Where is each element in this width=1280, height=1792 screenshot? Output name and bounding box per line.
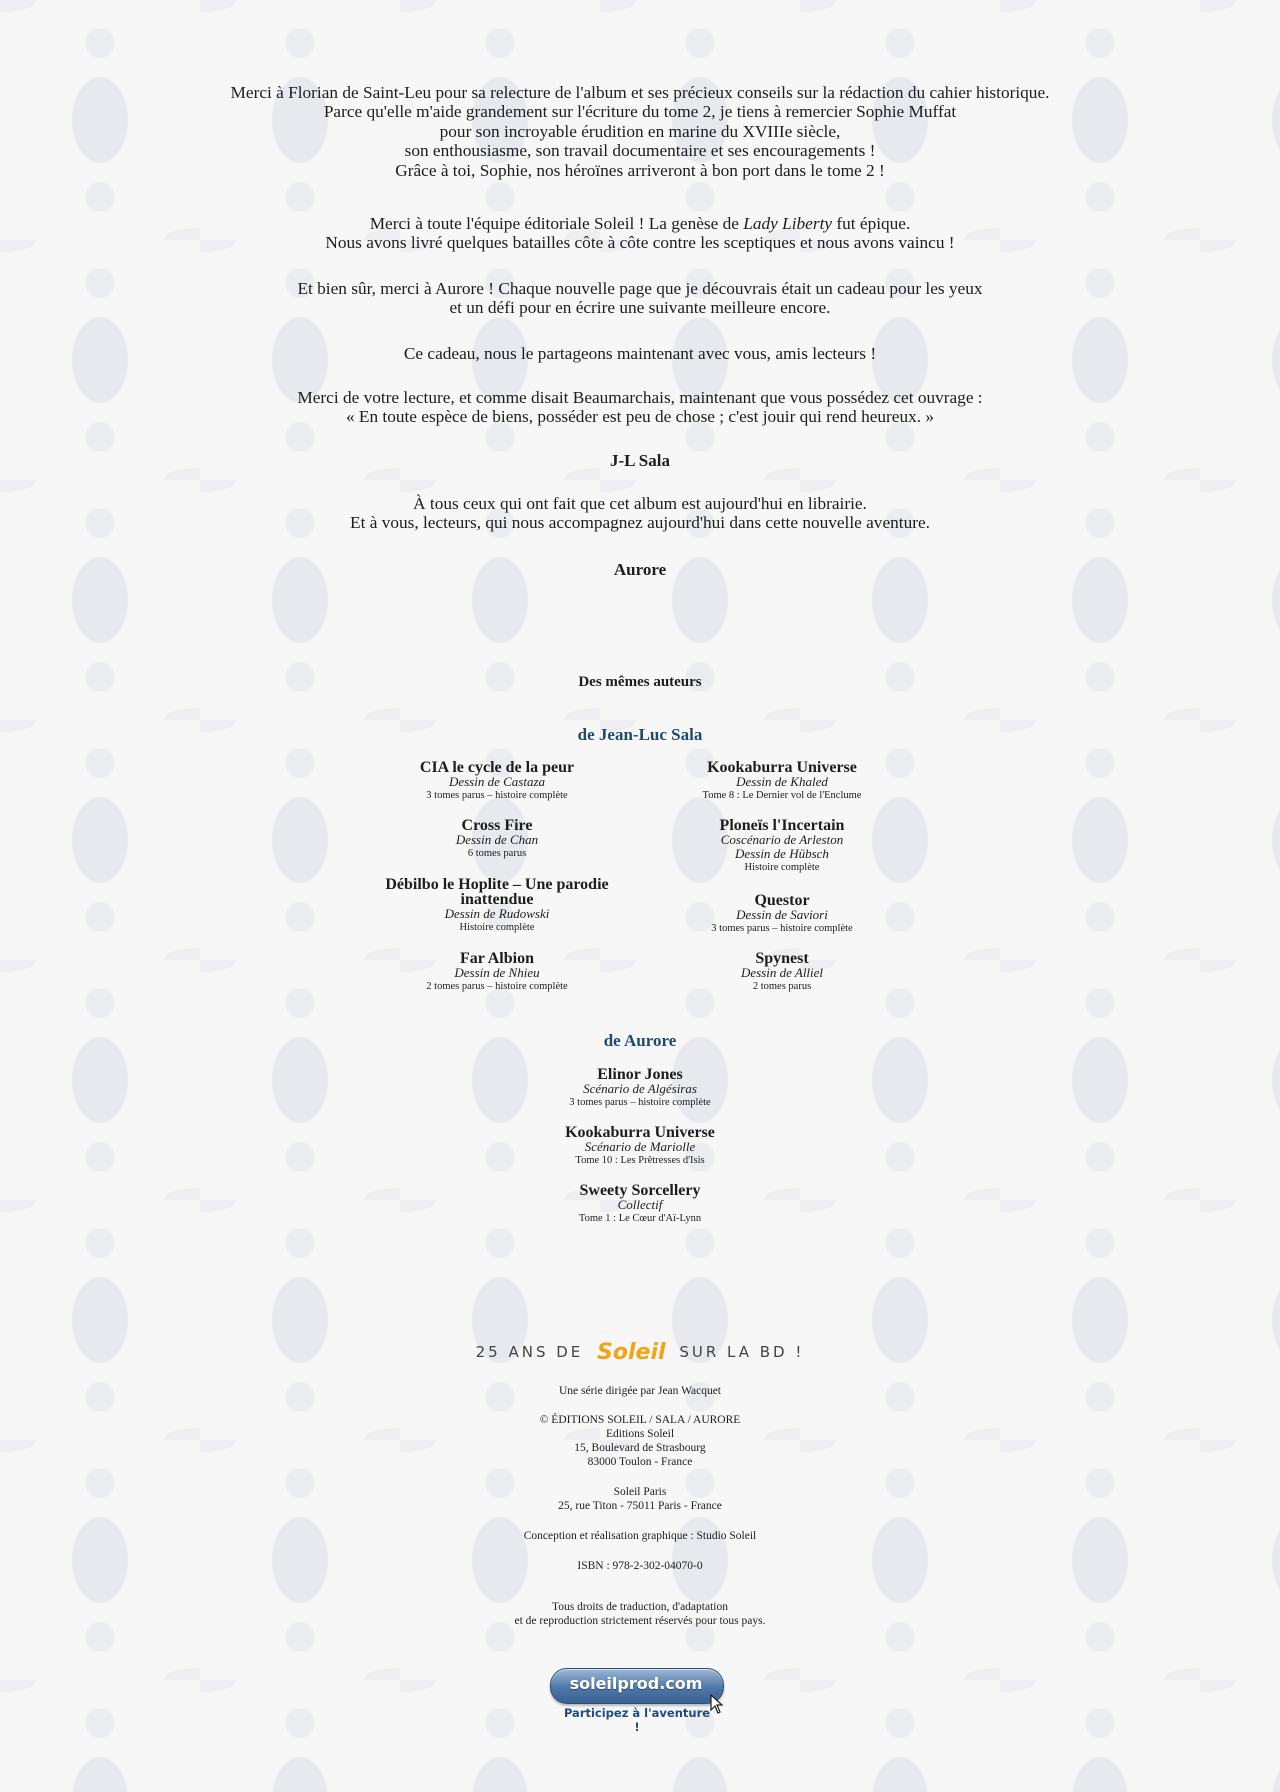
book-entry — [347, 877, 647, 934]
book-entry — [632, 951, 932, 993]
signature-aurore: Aurore — [613, 560, 667, 579]
text-line: Et bien sûr, merci à Aurore ! Chaque nouvelle page que je découvrais était un cadeau pour les yeux — [297, 279, 983, 298]
book-note: 3 tomes parus – histoire complète — [569, 1097, 711, 1108]
book-credit: Dessin de Rudowski — [444, 906, 550, 921]
book-note: Tome 10 : Les Prêtresses d'Isis — [575, 1155, 705, 1166]
thanks-paragraph-3 — [140, 279, 1140, 318]
book-note: 2 tomes parus – histoire complète — [426, 981, 568, 992]
book-note: Histoire complète — [744, 862, 820, 873]
anniversary-banner: 25 ANS DE Soleil SUR LA BD ! — [475, 1340, 805, 1365]
text-line: Nous avons livré quelques batailles côte à côte contre les sceptiques et nous avons vaincu ! — [325, 233, 955, 253]
website-button[interactable] — [548, 1668, 728, 1734]
book-note: 6 tomes parus — [467, 848, 527, 859]
book-entry — [347, 951, 647, 993]
text-line: Ce cadeau, nous le partageons maintenant avec vous, amis lecteurs ! — [403, 344, 877, 363]
thanks-paragraph-1 — [140, 83, 1140, 180]
book-title: Sweety Sorcellery — [579, 1182, 701, 1199]
book-note: Tome 8 : Le Dernier vol de l'Enclume — [702, 790, 862, 801]
rights-line: et de reproduction strictement réservés pour tous pays. — [514, 1615, 766, 1627]
book-title: CIA le cycle de la peur — [419, 759, 575, 776]
text-line: Merci de votre lecture, et comme disait Beaumarchais, maintenant que vous possédez cet ouvrage : — [297, 388, 983, 407]
author-heading-sala: de Jean-Luc Sala — [577, 725, 703, 744]
book-title: Questor — [754, 892, 810, 909]
book-title: Spynest — [755, 950, 809, 967]
text-line: Grâce à toi, Sophie, nos héroïnes arriveront à bon port dans le tome 2 ! — [395, 160, 885, 180]
book-entry — [347, 818, 647, 860]
bibliography-heading: Des mêmes auteurs — [578, 674, 702, 690]
isbn: ISBN : 978-2-302-04070-0 — [577, 1560, 703, 1572]
design-credit: Conception et réalisation graphique : Studio Soleil — [523, 1530, 757, 1542]
book-entry — [490, 1125, 790, 1167]
text-line: son enthousiasme, son travail documentaire et ses encouragements ! — [404, 141, 876, 161]
thanks-paragraph-2 — [140, 214, 1140, 253]
quote-line: « En toute espèce de biens, posséder est peu de chose ; c'est jouir qui rend heureux. » — [345, 407, 935, 427]
book-entry — [490, 1183, 790, 1225]
signature-sala: J-L Sala — [610, 451, 670, 470]
publisher-block — [140, 1413, 1140, 1469]
address-line: 83000 Toulon - France — [587, 1456, 693, 1468]
book-entry — [632, 893, 932, 935]
book-credit: Dessin de Castaza — [448, 774, 546, 789]
book-title: Ploneïs l'Incertain — [719, 817, 845, 834]
office-name: Soleil Paris — [613, 1486, 667, 1498]
book-credit: Dessin de Alliel — [740, 965, 824, 980]
book-title: Cross Fire — [461, 817, 533, 834]
book-entry — [632, 760, 932, 802]
book-title: Far Albion — [460, 950, 534, 967]
book-entry — [632, 818, 932, 874]
website-tagline: Participez à l'aventure ! — [563, 1706, 711, 1734]
rights-line: Tous droits de traduction, d'adaptation — [552, 1601, 728, 1613]
author-heading-aurore: de Aurore — [603, 1031, 677, 1050]
book-credit: Dessin de Hübsch — [735, 846, 829, 861]
text-line: Merci à Florian de Saint-Leu pour sa relecture de l'album et ses précieux conseils sur la rédaction du cahier historique. — [230, 83, 1050, 102]
text-line: Parce qu'elle m'aide grandement sur l'écriture du tome 2, je tiens à remercier Sophie Muffat — [323, 102, 957, 122]
book-credit: Dessin de Khaled — [736, 774, 828, 789]
address-line: 15, Boulevard de Strasbourg — [574, 1442, 706, 1454]
text-line: À tous ceux qui ont fait que cet album est aujourd'hui en librairie. — [413, 494, 867, 513]
cursor-icon — [710, 1694, 724, 1714]
series-credit: Une série dirigée par Jean Wacquet — [558, 1385, 722, 1397]
soleil-logo: Soleil — [597, 1340, 666, 1365]
book-note: 3 tomes parus – histoire complète — [426, 790, 568, 801]
publisher-name: Editions Soleil — [605, 1428, 675, 1440]
book-title: Kookaburra Universe — [565, 1124, 715, 1141]
book-credit: Scénario de Algésiras — [583, 1081, 697, 1096]
book-credit: Dessin de Nhieu — [454, 965, 540, 980]
book-title: Elinor Jones — [597, 1066, 683, 1083]
book-credit: Dessin de Saviori — [736, 907, 828, 922]
book-title: Kookaburra Universe — [707, 759, 857, 776]
paris-office — [140, 1485, 1140, 1513]
book-credit: Coscénario de Arleston — [720, 832, 844, 847]
book-entry — [347, 760, 647, 802]
book-entry — [490, 1067, 790, 1109]
website-url[interactable]: soleilprod.com — [569, 1674, 703, 1693]
book-note: 3 tomes parus – histoire complète — [711, 923, 853, 934]
text-line: Et à vous, lecteurs, qui nous accompagnez aujourd'hui dans cette nouvelle aventure. — [350, 513, 930, 533]
thanks-paragraph-4 — [140, 344, 1140, 363]
book-credit: Scénario de Mariolle — [584, 1139, 696, 1154]
rights-notice — [140, 1600, 1140, 1628]
book-title: Débilbo le Hoplite – Une parodie inattendue — [385, 876, 609, 908]
address-line: 25, rue Titon - 75011 Paris - France — [558, 1500, 722, 1512]
book-credit: Dessin de Chan — [455, 832, 539, 847]
book-credit: Collectif — [617, 1197, 663, 1212]
text-line: Merci à toute l'équipe éditoriale Soleil ! La genèse de Lady Liberty fut épique. — [369, 214, 911, 233]
text-line: et un défi pour en écrire une suivante meilleure encore. — [449, 298, 831, 318]
book-note: Tome 1 : Le Cœur d'Aï-Lynn — [578, 1213, 702, 1224]
thanks-paragraph-5 — [140, 388, 1140, 427]
copyright: © ÉDITIONS SOLEIL / SALA / AURORE — [539, 1414, 741, 1426]
book-note: Histoire complète — [459, 922, 535, 933]
text-line: pour son incroyable érudition en marine du XVIIIe siècle, — [439, 121, 841, 141]
book-note: 2 tomes parus — [752, 981, 812, 992]
album-title: Lady Liberty — [743, 214, 833, 233]
thanks-paragraph-6 — [140, 494, 1140, 533]
